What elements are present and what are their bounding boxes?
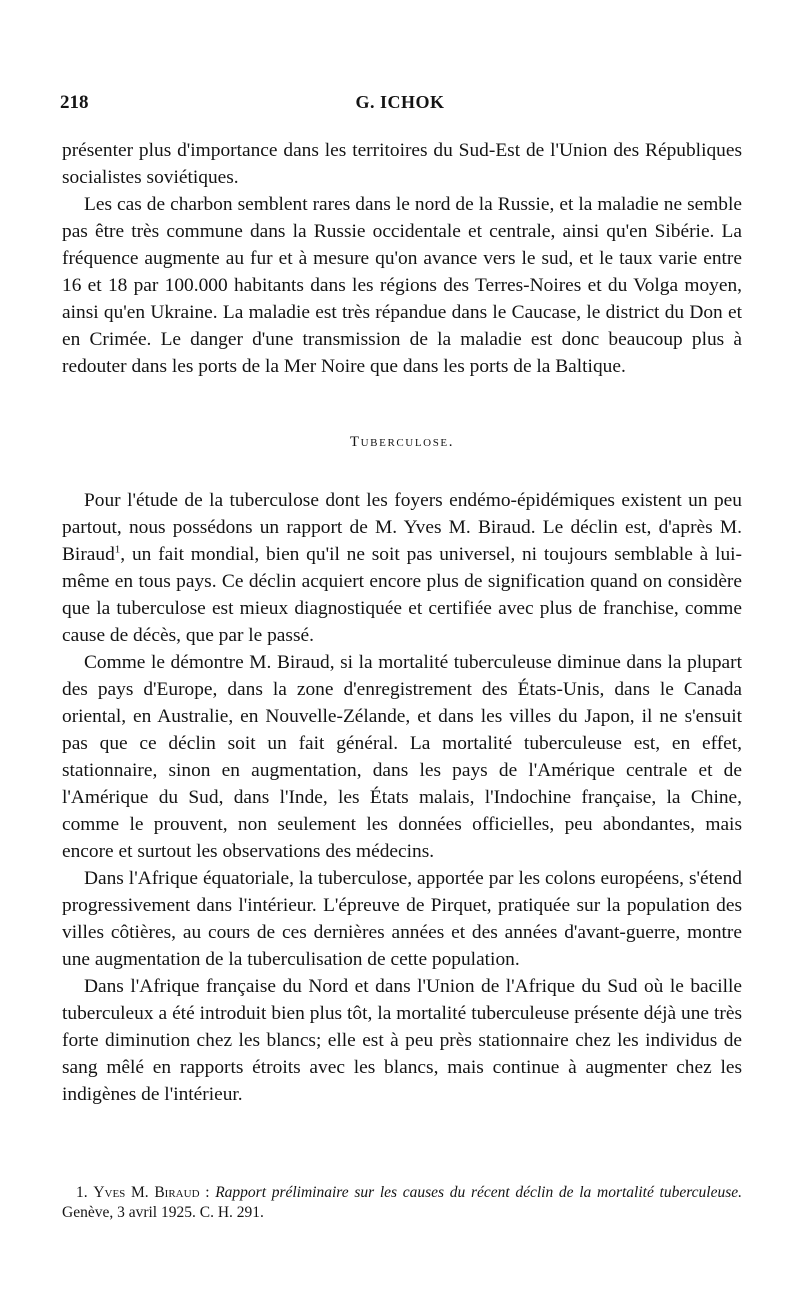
paragraph-tuberculose-2: Comme le démontre M. Biraud, si la mortalité tuberculeuse diminue dans la plupart des pays d'Europe, dans la zone d'enregistrement des États-Unis, dans le Canada oriental, en Australie, en Nouvelle-Zélande, et dans les villes du Japon, il ne s'ensuit pas que ce déclin soit un fait général. La mortalité tuberculeuse est, en effet, stationnaire, sinon en augmentation, dans les pays de l'Amérique centrale et de l'Amérique du Sud, dans l'Inde, les États malais, l'Indochine française, la Chine, comme le prouvent, non seulement les données officielles, peu abondantes, mais encore et surtout les observations des médecins. (62, 652, 742, 862)
paragraph-tuberculose-3: Dans l'Afrique équatoriale, la tuberculose, apportée par les colons européens, s'étend progressivement dans l'intérieur. L'épreuve de Pirquet, pratiquée sur la population des villes côtières, au cours de ces dernières années et des années d'avant-guerre, montre une augmentation de la tuberculisation de cette population. (62, 868, 742, 970)
paragraph-text: , un fait mondial, bien qu'il ne soit pas universel, ni toujours semblable à lui-même en tous pays. Ce déclin acquiert encore plus de signification quand on considère que la tuberculose est mieux diagnostiquée et certifiée avec plus de franchise, comme cause de décès, que par le passé. (62, 544, 742, 646)
page-number: 218 (60, 92, 89, 113)
paragraph-tuberculose-1 (62, 487, 742, 649)
footnote-number: 1. (76, 1184, 88, 1201)
paragraph-continuation: présenter plus d'importance dans les territoires du Sud-Est de l'Union des Républiques socialistes soviétiques. (62, 140, 742, 188)
body-text-tuberculose (62, 487, 742, 1108)
body-text-top (62, 137, 742, 380)
footnote-details: Genève, 3 avril 1925. C. H. 291. (62, 1204, 264, 1221)
page-header (60, 92, 740, 116)
footnote-reference: 1 (114, 543, 121, 556)
footnote (62, 1183, 742, 1223)
paragraph-text: Pour l'étude de la tuberculose dont les foyers endémo-épidémiques existent un peu partout, nous possédons un rapport de M. Yves M. Biraud. Le déclin est, d'après M. Biraud (62, 490, 742, 565)
running-title: G. ICHOK (355, 92, 445, 112)
footnote-author: Yves M. Biraud : (93, 1184, 210, 1201)
section-heading: Tuberculose. (349, 434, 455, 450)
paragraph-tuberculose-4: Dans l'Afrique française du Nord et dans l'Union de l'Afrique du Sud où le bacille tuberculeux a été introduit bien plus tôt, la mortalité tuberculeuse présente déjà une très forte diminution chez les blancs; elle est à peu près stationnaire chez les individus de sang mêlé en rapports étroits avec les blancs, mais continue à augmenter chez les indigènes de l'intérieur. (62, 976, 742, 1105)
footnote-title: Rapport préliminaire sur les causes du récent déclin de la mortalité tuberculeuse. (215, 1184, 743, 1201)
paragraph-charbon: Les cas de charbon semblent rares dans le nord de la Russie, et la maladie ne semble pas être très commune dans la Russie occidentale et centrale, ainsi qu'en Sibérie. La fréquence augmente au fur et à mesure qu'on avance vers le sud, et le taux varie entre 16 et 18 par 100.000 habitants dans les régions des Terres-Noires et du Volga moyen, ainsi qu'en Ukraine. La maladie est très répandue dans le Caucase, le district du Don et en Crimée. Le danger d'une transmission de la maladie est donc beaucoup plus à redouter dans les ports de la Mer Noire que dans les ports de la Baltique. (62, 194, 742, 377)
